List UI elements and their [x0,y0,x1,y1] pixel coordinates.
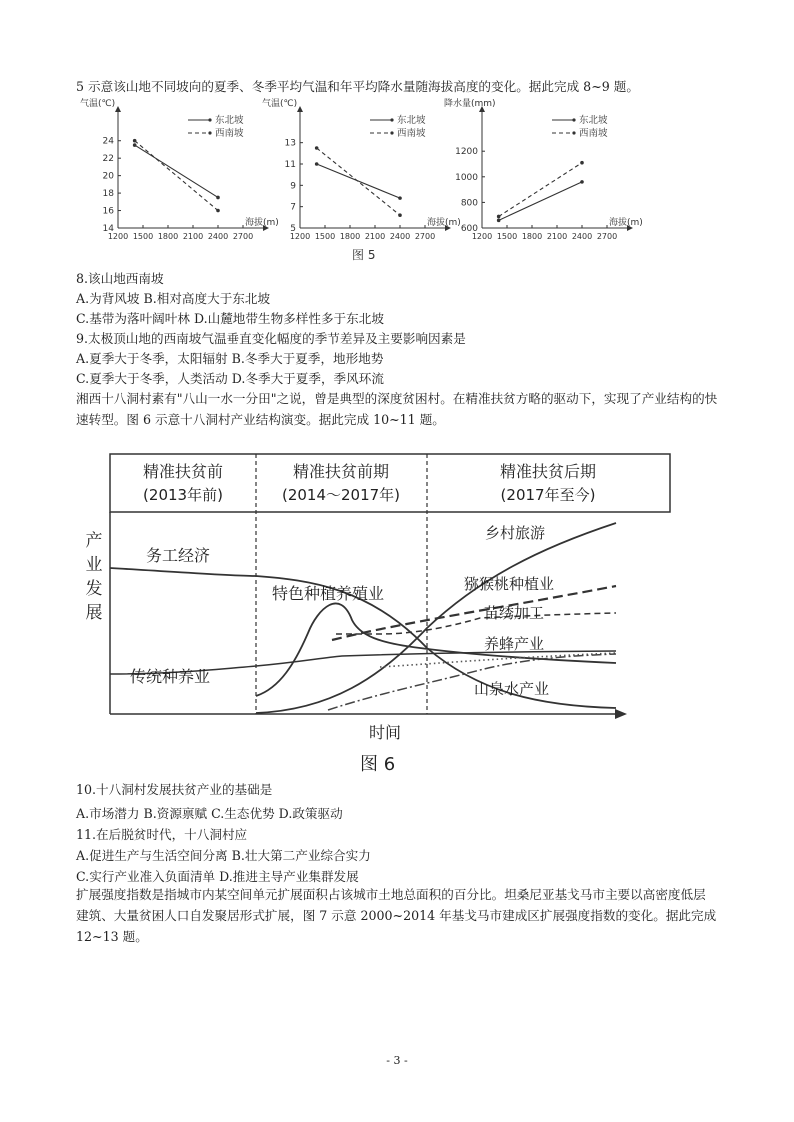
legend-label: 西南坡 [215,128,244,139]
label-miao-embroidery: 苗绣加工 [484,604,545,622]
x-tick-label: 2400 [207,232,229,241]
x-axis-label: 时间 [368,723,402,742]
x-tick-label: 1500 [496,232,518,241]
data-point [133,139,137,143]
legend-label: 西南坡 [579,128,608,139]
figure-6 [80,448,700,778]
legend-label: 东北坡 [397,115,426,126]
x-tick-label: 2400 [389,232,411,241]
figure-6-caption: 图 6 [360,754,396,775]
q9-options-ab: A.夏季大于冬季，太阳辐射 B.冬季大于夏季，地形地势 [76,351,384,366]
period-3-name: 精准扶贫后期 [499,462,597,481]
x-tick-label: 2700 [232,232,254,241]
x-tick-label: 2100 [182,232,204,241]
y-axis-arrow [115,106,121,112]
data-point [497,219,501,223]
data-point [133,143,137,147]
curve-specialty-farming [256,603,616,696]
q10-stem: 10.十八洞村发展扶贫产业的基础是 [76,782,273,797]
legend-label: 东北坡 [579,115,608,126]
y-axis-label: 气温(℃) [80,99,116,109]
x-tick-label: 1800 [157,232,179,241]
series-line [499,163,582,217]
legend-label: 西南坡 [397,128,426,139]
y-tick-label: 22 [102,154,114,165]
series-line [499,182,582,220]
figure-5-caption: 图 5 [352,248,376,262]
legend-marker [572,118,575,121]
x-axis-label: 海拔(m) [609,218,643,228]
label-migrant-work: 务工经济 [146,546,211,565]
y-tick-label: 800 [460,198,478,209]
y-tick-label: 5 [290,224,296,234]
series-line [135,145,218,197]
intro-q10-11: 湘西十八洞村素有"八山一水一分田"之说，曾是典型的深度贫困村。在精准扶贫方略的驱动下，实现了产业结构的快速转型。图 6 示意十八洞村产业结构演变。据此完成 10~11 题。 [76,391,718,427]
period-1-range: (2013年前) [143,486,223,504]
q11-stem: 11.在后脱贫时代，十八洞村应 [76,827,248,842]
q8-options-ab: A.为背风坡 B.相对高度大于东北坡 [76,291,271,306]
q8-options-cd: C.基带为落叶阔叶林 D.山麓地带生物多样性多于东北坡 [76,311,384,326]
period-2-name: 精准扶贫前期 [292,462,390,481]
label-kiwi-farming: 猕猴桃种植业 [464,575,555,593]
x-axis-label: 海拔(m) [427,218,461,228]
x-tick-label: 2100 [364,232,386,241]
data-point [216,209,220,213]
data-point [315,146,319,150]
series-line [317,164,400,198]
x-axis-label: 海拔(m) [245,218,279,228]
fig5-panel-2 [262,97,461,241]
x-tick-label: 2700 [596,232,618,241]
legend-marker [208,118,211,121]
q9-options-cd: C.夏季大于冬季，人类活动 D.冬季大于夏季，季风环流 [76,371,384,386]
intro-q12-13: 扩展强度指数是指城市内某空间单元扩展面积占该城市土地总面积的百分比。坦桑尼亚基戈马市主要以高密度低层建筑、大量贫困人口自发聚居形式扩展，图 7 示意 2000~2014 年基戈马市建成区扩展强度指数的变化。据此完成 12~13 题。 [76,887,717,944]
label-spring-water: 山泉水产业 [474,680,550,698]
data-point [580,161,584,165]
series-line [135,141,218,211]
period-1-name: 精准扶贫前 [142,462,224,481]
y-axis-label: 气温(℃) [262,99,298,109]
y-tick-label: 20 [102,171,114,182]
q11-options-cd: C.实行产业准入负面清单 D.推进主导产业集群发展 [76,869,359,884]
fig5-panel-1 [80,97,279,241]
page-number: - 3 - [386,1054,408,1067]
y-tick-label: 600 [460,224,478,234]
y-label-3: 发 [85,579,103,599]
x-axis-arrow [615,709,627,719]
fig5-panel-3 [444,97,643,241]
y-tick-label: 16 [102,206,114,217]
q10-options: A.市场潜力 B.资源禀赋 C.生态优势 D.政策驱动 [76,806,343,821]
q9-stem: 9.太极顶山地的西南坡气温垂直变化幅度的季节差异及主要影响因素是 [76,331,466,346]
legend-label: 东北坡 [215,115,244,126]
data-point [497,215,501,219]
y-tick-label: 13 [284,138,296,149]
legend-marker [390,131,393,134]
x-tick-label: 1200 [471,232,493,241]
data-point [216,196,220,200]
y-label-2: 业 [85,555,103,575]
label-beekeeping: 养蜂产业 [484,635,545,653]
data-point [398,196,402,200]
x-tick-label: 1200 [289,232,311,241]
data-point [580,180,584,184]
legend-marker [208,131,211,134]
y-tick-label: 11 [284,160,296,170]
y-axis-label: 降水量(mm) [444,99,496,109]
y-tick-label: 18 [102,189,114,200]
intro-q8-9: 5 示意该山地不同坡向的夏季、冬季平均气温和年平均降水量随海拔高度的变化。据此完成 8~9 题。 [76,79,639,94]
data-point [315,162,319,166]
data-point [398,213,402,217]
x-tick-label: 1800 [521,232,543,241]
y-tick-label: 14 [102,224,114,234]
x-tick-label: 1500 [314,232,336,241]
legend-marker [572,131,575,134]
y-tick-label: 7 [290,202,296,213]
y-tick-label: 9 [290,181,296,192]
y-tick-label: 1000 [455,172,478,183]
x-tick-label: 2100 [546,232,568,241]
curve-spring-water [328,654,616,710]
y-tick-label: 1200 [455,147,478,158]
x-tick-label: 1200 [107,232,129,241]
label-rural-tourism: 乡村旅游 [485,524,546,542]
label-specialty-farming: 特色种植养殖业 [272,584,385,603]
y-tick-label: 24 [102,136,114,147]
label-traditional-farming: 传统种养业 [130,667,211,686]
y-axis-arrow [297,106,303,112]
figure-5 [70,96,710,266]
y-label-4: 展 [85,603,103,623]
q11-options-ab: A.促进生产与生活空间分离 B.壮大第二产业综合实力 [76,848,371,863]
x-tick-label: 2700 [414,232,436,241]
x-tick-label: 1500 [132,232,154,241]
x-tick-label: 2400 [571,232,593,241]
y-label-1: 产 [85,531,103,551]
x-tick-label: 1800 [339,232,361,241]
curve-miao-embroidery [336,613,616,634]
period-3-range: (2017年至今) [500,486,596,504]
q8-stem: 8.该山地西南坡 [76,271,164,286]
legend-marker [390,118,393,121]
period-2-range: (2014～2017年) [281,486,401,504]
